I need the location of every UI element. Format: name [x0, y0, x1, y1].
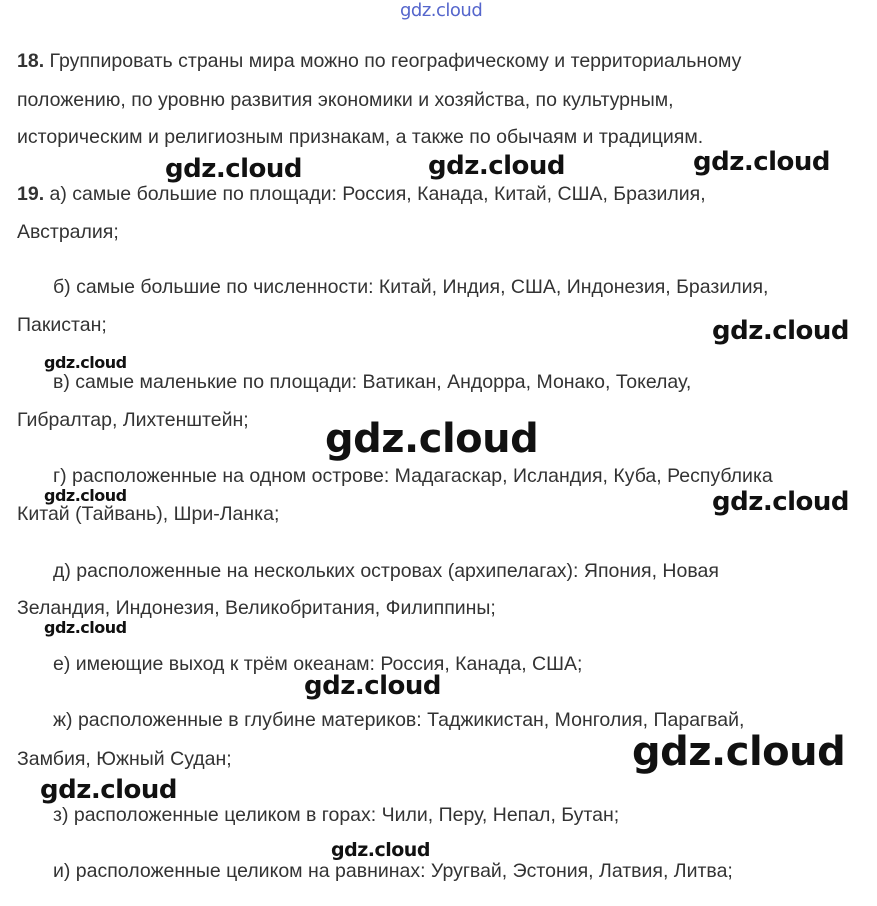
- q19-a-line-2: Австралия;: [17, 221, 119, 243]
- watermark: gdz.cloud: [428, 151, 566, 181]
- q18-number: 18.: [17, 50, 45, 72]
- q18-line-2: положению, по уровню развития экономики и хозяйства, по культурным,: [17, 89, 674, 111]
- q19-a-text-1: а) самые большие по площади: Россия, Канада, Китай, США, Бразилия,: [49, 183, 706, 205]
- watermark: gdz.cloud: [632, 729, 846, 775]
- watermark: gdz.cloud: [44, 486, 127, 505]
- watermark: gdz.cloud: [304, 671, 442, 701]
- watermark: gdz.cloud: [44, 618, 127, 637]
- q19-b-line-1: б) самые большие по численности: Китай, Индия, США, Индонезия, Бразилия,: [53, 276, 769, 298]
- watermark-top: gdz.cloud: [400, 0, 483, 21]
- q18-line-3: историческим и религиозным признакам, а также по обычаям и традициям.: [17, 126, 704, 148]
- watermark: gdz.cloud: [44, 353, 127, 372]
- q19-a-line-1: [17, 182, 706, 206]
- watermark: gdz.cloud: [165, 154, 303, 184]
- watermark: gdz.cloud: [693, 147, 831, 177]
- watermark: gdz.cloud: [712, 316, 850, 346]
- q19-i-line-1: и) расположенные целиком на равнинах: Уругвай, Эстония, Латвия, Литва;: [53, 860, 733, 882]
- q19-d-line-1: д) расположенные на нескольких островах (архипелагах): Япония, Новая: [53, 560, 719, 582]
- q19-e-line-1: е) имеющие выход к трём океанам: Россия, Канада, США;: [53, 653, 583, 675]
- watermark: gdz.cloud: [331, 839, 430, 861]
- q19-d-line-2: Зеландия, Индонезия, Великобритания, Филиппины;: [17, 597, 496, 619]
- watermark: gdz.cloud: [325, 416, 539, 462]
- q18-line-1: [17, 49, 741, 73]
- q19-number: 19.: [17, 183, 45, 205]
- q19-v-line-1: в) самые маленькие по площади: Ватикан, Андорра, Монако, Токелау,: [53, 371, 692, 393]
- watermark: gdz.cloud: [712, 487, 850, 517]
- q19-v-line-2: Гибралтар, Лихтенштейн;: [17, 409, 249, 431]
- q19-zh-line-2: Замбия, Южный Судан;: [17, 748, 232, 770]
- q19-zh-line-1: ж) расположенные в глубине материков: Таджикистан, Монголия, Парагвай,: [53, 709, 745, 731]
- q19-g-line-2: Китай (Тайвань), Шри-Ланка;: [17, 503, 280, 525]
- q19-b-line-2: Пакистан;: [17, 314, 107, 336]
- watermark: gdz.cloud: [40, 775, 178, 805]
- q18-text-1: Группировать страны мира можно по географическому и территориальному: [49, 50, 742, 72]
- q19-z-line-1: з) расположенные целиком в горах: Чили, Перу, Непал, Бутан;: [53, 804, 620, 826]
- q19-g-line-1: г) расположенные на одном острове: Мадагаскар, Исландия, Куба, Республика: [53, 465, 773, 487]
